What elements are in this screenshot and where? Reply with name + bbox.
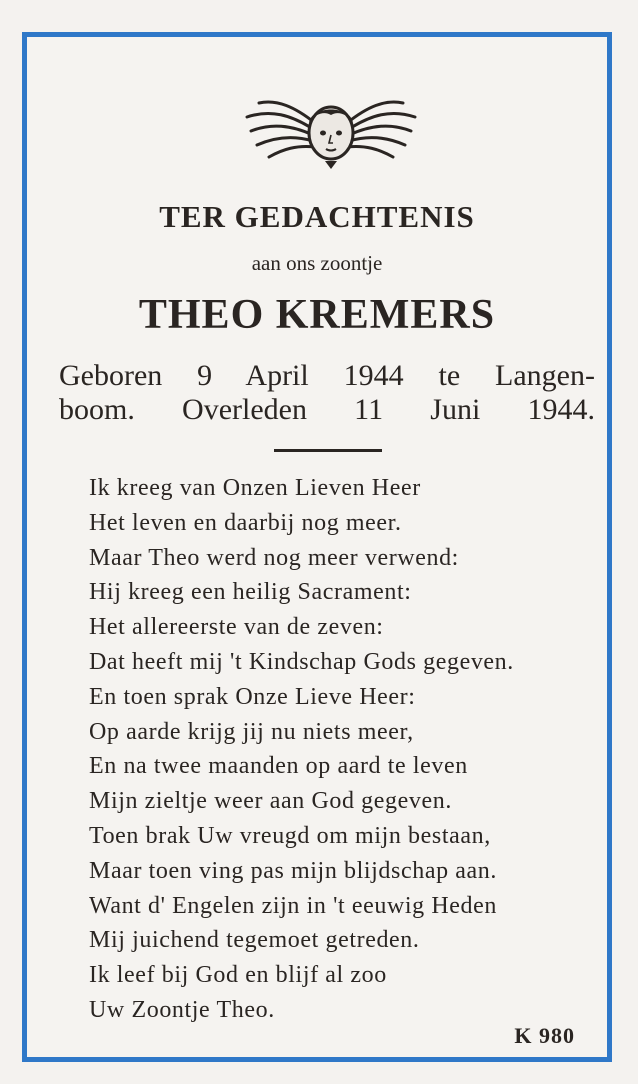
poem-line: Uw Zoontje Theo. bbox=[89, 996, 275, 1023]
poem-line: En toen sprak Onze Lieve Heer: bbox=[89, 683, 416, 710]
poem-line: Want d' Engelen zijn in 't eeuwig Heden bbox=[89, 892, 497, 919]
poem-line: Toen brak Uw vreugd om mijn bestaan, bbox=[89, 822, 491, 849]
poem-line: Maar toen ving pas mijn blijdschap aan. bbox=[89, 857, 497, 884]
poem-line: Ik leef bij God en blijf al zoo bbox=[89, 962, 387, 989]
deceased-name: THEO KREMERS bbox=[138, 292, 496, 338]
birth-death-dates bbox=[59, 359, 595, 427]
memorial-poem bbox=[89, 471, 609, 1028]
poem-line: En na twee maanden op aard te leven bbox=[89, 753, 468, 780]
winged-cherub-icon bbox=[241, 77, 421, 177]
poem-line: Dat heeft mij 't Kindschap Gods gegeven. bbox=[89, 648, 514, 675]
memorial-heading: TER GEDACHTENIS bbox=[159, 199, 475, 234]
dates-line: Geboren 9 April 1944 te Langen- bbox=[59, 359, 595, 392]
poem-line: Mijn zieltje weer aan God gegeven. bbox=[89, 788, 452, 815]
memorial-subheading: aan ons zoontje bbox=[251, 251, 383, 275]
poem-line: Het leven en daarbij nog meer. bbox=[89, 509, 402, 536]
poem-line: Het allereerste van de zeven: bbox=[89, 614, 384, 641]
poem-line: Maar Theo werd nog meer verwend: bbox=[89, 544, 459, 571]
poem-line: Hij kreeg een heilig Sacrament: bbox=[89, 579, 412, 606]
poem-line: Op aarde krijg jij nu niets meer, bbox=[89, 718, 414, 745]
print-code: K 980 bbox=[514, 1023, 575, 1048]
poem-line: Ik kreeg van Onzen Lieven Heer bbox=[89, 475, 421, 501]
poem-line: Mij juichend tegemoet getreden. bbox=[89, 927, 420, 954]
divider-line bbox=[274, 449, 382, 452]
memorial-card bbox=[22, 32, 612, 1062]
dates-line: boom. Overleden 11 Juni 1944. bbox=[59, 393, 595, 426]
